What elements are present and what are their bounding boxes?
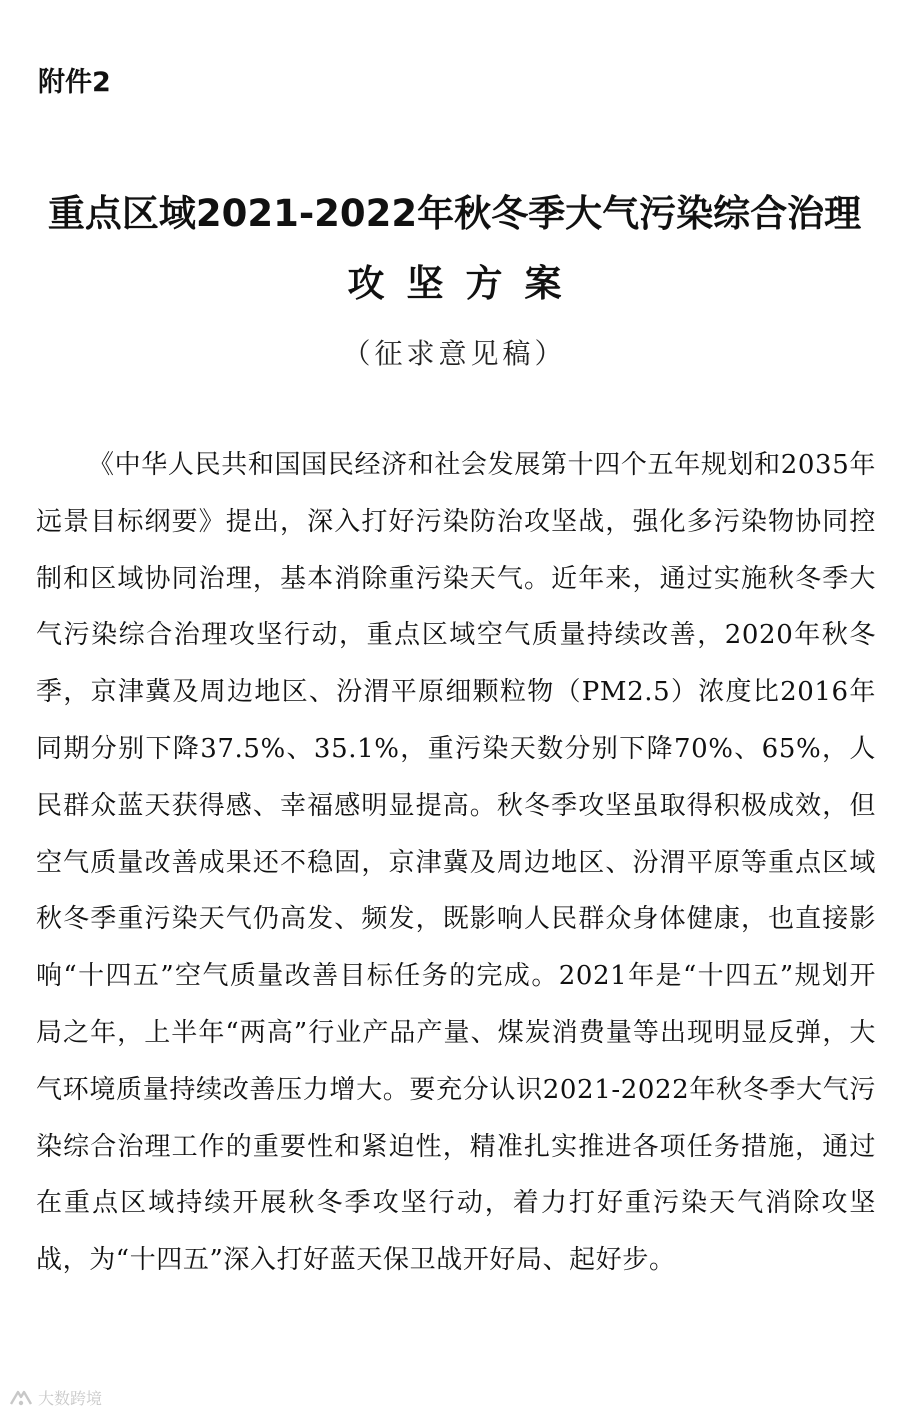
document-title-line-1: 重点区域2021-2022年秋冬季大气污染综合治理 bbox=[47, 192, 862, 235]
document-subtitle: （征求意见稿） bbox=[342, 337, 567, 370]
watermark bbox=[8, 1386, 102, 1409]
brand-logo-icon bbox=[8, 1388, 34, 1408]
document-title-line-2: 攻坚方案 bbox=[347, 262, 584, 305]
body-paragraph: 《中华人民共和国国民经济和社会发展第十四个五年规划和2035年远景目标纲要》提出，深入打好污染防治攻坚战，强化多污染物协同控制和区域协同治理，基本消除重污染天气。近年来，通过实施秋冬季大气污染综合治理攻坚行动，重点区域空气质量持续改善，2020年秋冬季，京津冀及周边地区、汾渭平原细颗粒物（PM2.5）浓度比2016年同期分别下降37.5%、35.1%，重污染天数分别下降70%、65%，人民群众蓝天获得感、幸福感明显提高。秋冬季攻坚虽取得积极成效，但空气质量改善成果还不稳固，京津冀及周边地区、汾渭平原等重点区域秋冬季重污染天气仍高发、频发，既影响人民群众身体健康，也直接影响“十四五”空气质量改善目标任务的完成。2021年是“十四五”规划开局之年，上半年“两高”行业产品产量、煤炭消费量等出现明显反弹，大气环境质量持续改善压力增大。要充分认识2021-2022年秋冬季大气污染综合治理工作的重要性和紧迫性，精准扎实推进各项任务措施，通过在重点区域持续开展秋冬季攻坚行动，着力打好重污染天气消除攻坚战，为“十四五”深入打好蓝天保卫战开好局、起好步。 bbox=[36, 450, 876, 1276]
watermark-text: 大数跨境 bbox=[38, 1389, 103, 1408]
attachment-label: 附件2 bbox=[38, 67, 111, 98]
